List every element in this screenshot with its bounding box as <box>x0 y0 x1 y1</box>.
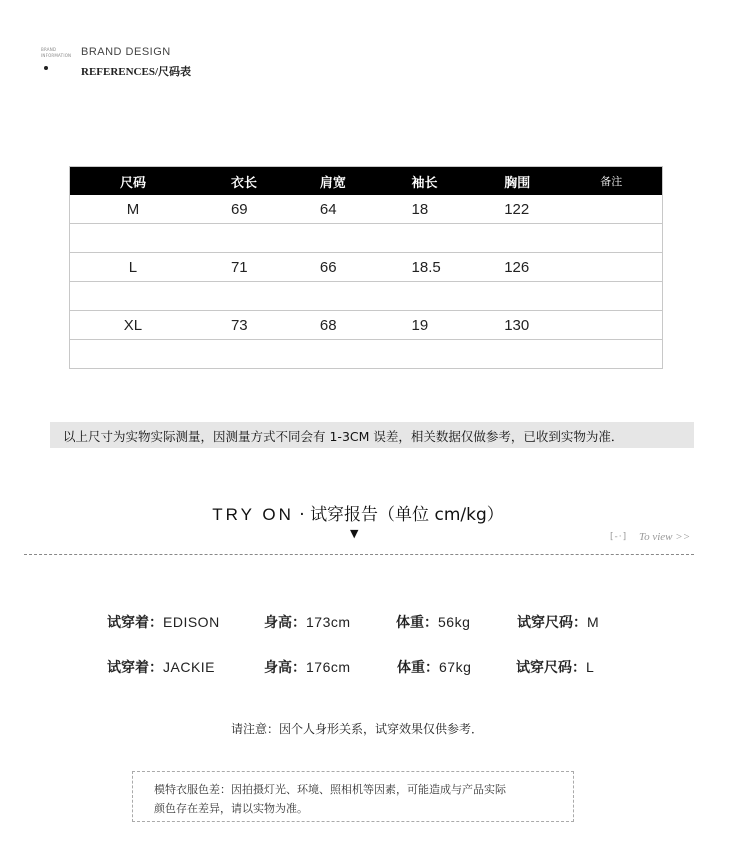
size-label: 试穿尺码： <box>517 615 587 631</box>
table-cell <box>600 224 662 253</box>
table-row <box>70 311 663 340</box>
table-cell <box>320 282 412 311</box>
table-cell <box>231 340 320 369</box>
size-table-header-row <box>70 167 663 196</box>
weight-value: 56kg <box>438 614 471 630</box>
table-cell <box>504 282 600 311</box>
tryon-title <box>0 500 716 525</box>
tryon-title-cn: 试穿报告（单位 cm/kg） <box>310 505 504 525</box>
table-cell: 69 <box>231 195 320 224</box>
table-row <box>70 224 663 253</box>
table-row <box>70 195 663 224</box>
color-disclaimer-box <box>132 771 574 822</box>
table-cell: M <box>70 195 231 224</box>
table-cell <box>600 195 662 224</box>
table-cell <box>600 340 662 369</box>
table-cell <box>412 282 505 311</box>
tryon-person-name <box>107 612 220 632</box>
height-value: 176cm <box>306 659 351 675</box>
height-label: 身高： <box>264 615 306 631</box>
height-label: 身高： <box>264 660 306 676</box>
name-label: 试穿着： <box>107 615 163 631</box>
table-cell: 68 <box>320 311 412 340</box>
tryon-person-name <box>107 657 215 677</box>
expand-icon[interactable]: [-·] <box>610 532 628 542</box>
table-cell <box>70 224 231 253</box>
size-value: L <box>586 659 595 675</box>
section-divider <box>24 554 694 555</box>
table-cell <box>504 224 600 253</box>
size-value: M <box>587 614 600 630</box>
tryon-remark: 请注意：因个人身形关系，试穿效果仅供参考． <box>230 722 483 736</box>
table-cell <box>320 340 412 369</box>
column-header-sleeve: 袖长 <box>412 167 505 196</box>
height-value: 173cm <box>306 614 351 630</box>
table-cell: 18.5 <box>412 253 505 282</box>
table-cell <box>600 311 662 340</box>
table-cell: 66 <box>320 253 412 282</box>
table-cell: 71 <box>231 253 320 282</box>
column-header-length: 衣长 <box>231 167 320 196</box>
table-cell: 19 <box>412 311 505 340</box>
table-cell: 73 <box>231 311 320 340</box>
tryon-person-height <box>264 657 351 677</box>
tryon-person-size <box>516 657 594 677</box>
tryon-person-weight <box>396 612 470 632</box>
tryon-person-weight <box>397 657 471 677</box>
table-cell: XL <box>70 311 231 340</box>
down-arrow-icon: ▼ <box>350 527 359 540</box>
measurement-note-text: 以上尺寸为实物实际测量，因测量方式不同会有 1-3CM 误差，相关数据仅做参考，已收到实物为准． <box>63 429 624 444</box>
size-label: 试穿尺码： <box>516 660 586 676</box>
bullet-dot-icon <box>44 66 48 70</box>
tryon-person-height <box>264 612 351 632</box>
name-value: JACKIE <box>163 659 216 675</box>
disclaimer-line: 颜色存在差异，请以实物为准。 <box>154 802 308 815</box>
color-disclaimer-text <box>154 780 506 818</box>
brand-info-tiny-label: BRAND INFORMATION <box>41 47 72 58</box>
measurement-note-bar <box>50 422 694 448</box>
weight-label: 体重： <box>396 615 438 631</box>
table-cell <box>70 282 231 311</box>
tryon-title-en: TRY ON <box>212 505 294 524</box>
table-cell <box>600 282 662 311</box>
size-table <box>69 166 663 369</box>
table-row <box>70 340 663 369</box>
tryon-person-size <box>517 612 599 632</box>
table-row <box>70 282 663 311</box>
column-header-chest: 胸围 <box>504 167 600 196</box>
table-cell: 18 <box>412 195 505 224</box>
column-header-remark: 备注 <box>600 167 662 196</box>
disclaimer-line: 模特衣服色差：因拍摄灯光、环境、照相机等因素，可能造成与产品实际 <box>154 783 506 796</box>
table-cell: L <box>70 253 231 282</box>
table-cell <box>504 340 600 369</box>
name-value: EDISON <box>163 614 220 630</box>
weight-value: 67kg <box>439 659 472 675</box>
table-cell <box>70 340 231 369</box>
table-cell <box>412 340 505 369</box>
table-cell <box>231 224 320 253</box>
table-cell <box>600 253 662 282</box>
brand-design-label: BRAND DESIGN <box>81 46 171 58</box>
table-row <box>70 253 663 282</box>
name-label: 试穿着： <box>107 660 163 676</box>
table-cell: 126 <box>504 253 600 282</box>
weight-label: 体重： <box>397 660 439 676</box>
table-cell: 130 <box>504 311 600 340</box>
column-header-shoulder: 肩宽 <box>320 167 412 196</box>
table-cell: 64 <box>320 195 412 224</box>
table-cell: 122 <box>504 195 600 224</box>
table-cell <box>412 224 505 253</box>
references-title: REFERENCES/尺码表 <box>81 66 192 78</box>
table-cell <box>231 282 320 311</box>
column-header-size: 尺码 <box>70 167 231 196</box>
tryon-title-dot: · <box>299 505 305 525</box>
table-cell <box>320 224 412 253</box>
to-view-link[interactable]: To view >> <box>639 531 691 543</box>
